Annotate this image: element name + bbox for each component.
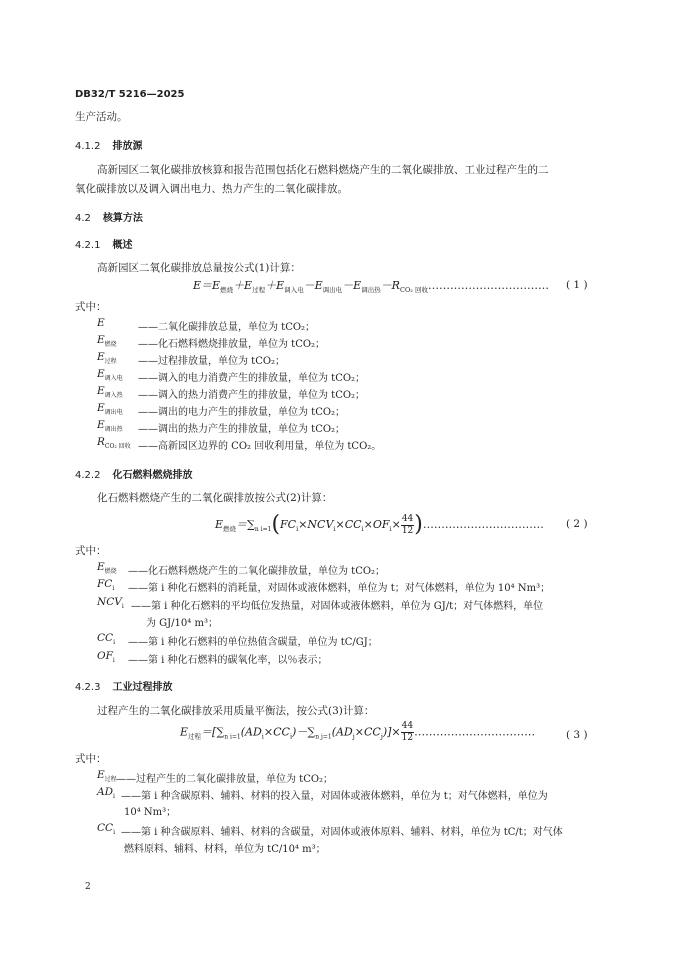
def1-symbol-6: $E_{调出热}$	[97, 419, 123, 434]
formula-3-lhs: E	[180, 725, 189, 739]
formula-3-term: (AD	[331, 725, 353, 739]
section-number: 4.2.2	[75, 470, 101, 481]
section-4-2-3-heading	[75, 678, 172, 693]
formula-2-fraction: $\frac{44}{12}$	[401, 513, 414, 536]
formula-1	[193, 277, 549, 294]
document-id: DB32/T 5216—2025	[75, 89, 185, 100]
def1-symbol-7: $R_{CO_2 回收}$	[97, 436, 131, 451]
paragraph-emission-sources-line1: 高新园区二氧化碳排放核算和报告范围包括化石燃料燃烧产生的二氧化碳排放、工业过程产生的二	[97, 164, 549, 176]
section-title: 核算方法	[102, 213, 143, 224]
formula-3-limits-b: n j=1	[315, 733, 332, 741]
def3-symbol-2: $CC_i$	[97, 822, 115, 837]
formula-1-term: －R	[380, 279, 400, 292]
formula-3-sum-a: ＝[∑	[201, 725, 225, 739]
section-title: 化石燃料燃烧排放	[112, 470, 193, 481]
formula-2-lhs-sub: 燃烧	[223, 525, 237, 534]
formula-2-term: ×OF	[363, 518, 390, 531]
section-title: 工业过程排放	[112, 682, 173, 693]
def3-text-1: ——第 i 种含碳原料、辅料、材料的投入量，对固体或液体燃料，单位为 t；对气体燃料，单位为	[121, 791, 548, 802]
formula-2-rparen: )	[414, 512, 423, 537]
formula-3-term: ×CC	[354, 725, 381, 739]
def1-symbol-0: E	[97, 317, 105, 329]
formula-1-term: －E	[342, 279, 362, 292]
formula2-intro: 化石燃料燃烧产生的二氧化碳排放按公式(2)计算：	[97, 492, 333, 504]
section-title: 概述	[112, 240, 133, 251]
formula-3-term: ×CC	[263, 725, 290, 739]
section-4-1-2-heading	[75, 137, 142, 152]
section-number: 4.2	[75, 213, 91, 224]
def2-symbol-0: $E_{燃烧}$	[97, 561, 117, 576]
formula-1-sub: 调出热	[361, 286, 381, 295]
formula-3-term: )]×	[382, 725, 401, 739]
def1-symbol-5: $E_{调出电}$	[97, 402, 123, 417]
formula-2-sum: ＝∑	[236, 518, 255, 531]
page-number: 2	[85, 882, 91, 892]
def1-text-7: ——高新园区边界的 CO₂ 回收利用量，单位为 tCO₂。	[138, 441, 382, 452]
def3-symbol-1: $AD_i$	[97, 786, 115, 801]
formula-1-sub: CO₂ 回收	[399, 286, 428, 295]
formula-3-lhs-sub: 过程	[188, 732, 202, 741]
formula-3-fraction: $\frac{44}{12}$	[401, 721, 414, 743]
def3-symbol-0: $E_{过程}$	[97, 769, 117, 784]
def1-text-4: ——调入的热力消费产生的排放量，单位为 tCO₂；	[138, 390, 366, 401]
section-4-2-1-heading	[75, 236, 132, 251]
formula-1-sub: 燃烧	[220, 286, 234, 295]
def2-text-4: ——第 i 种化石燃料的碳氧化率，以％表示；	[128, 655, 328, 666]
formula-2: $E_{燃烧}=\sum_{n i=1}(FC_i\times NCV_i\times CC_i\times OF_i\times$ $\frac{44}{12}$ )……………………………	[215, 512, 544, 537]
def3-text-0: ——过程产生的二氧化碳排放量，单位为 tCO₂；	[116, 774, 334, 785]
def2-text-0: ——化石燃料燃烧产生的二氧化碳排放量，单位为 tCO₂；	[128, 566, 386, 577]
def2-text-1: ——第 i 种化石燃料的消耗量，对固体或液体燃料，单位为 t；对气体燃料，单位为 10⁴ Nm³；	[128, 583, 551, 594]
continuation-text: 生产活动。	[75, 111, 128, 123]
def1-symbol-4: $E_{调入热}$	[97, 385, 123, 400]
formula-2-term: ×CC	[335, 518, 362, 531]
section-title: 排放源	[112, 141, 143, 152]
def1-text-0: ——二氧化碳排放总量，单位为 tCO₂；	[138, 322, 316, 333]
section-4-2-heading	[75, 209, 143, 224]
formula-2-number: ( 2 )	[566, 518, 588, 530]
def3-text-2: ——第 i 种含碳原料、辅料、材料的含碳量，对固体或液体原料、辅料、材料，单位为 tC/t；对气体	[121, 827, 563, 838]
formula-3-term: (AD	[240, 725, 262, 739]
where-label-1: 式中：	[75, 301, 107, 313]
formula-3: $E_{过程}=[\sum_{n i=1}(AD_i\times CC_i)-\sum_{n j=1}(AD_j\times CC_j)]\times$ $\frac{44}{12}$ ……………………………	[180, 721, 536, 743]
def1-text-6: ——调出的热力产生的排放量，单位为 tCO₂；	[138, 424, 346, 435]
section-number: 4.2.1	[75, 240, 101, 251]
formula-1-leader-dots: ……………………………	[427, 279, 549, 292]
def1-symbol-1: $E_{燃烧}$	[97, 334, 117, 349]
def2-symbol-4: $OF_i$	[97, 650, 115, 665]
formula-2-times: ×	[391, 518, 401, 531]
section-4-2-2-heading	[75, 466, 192, 481]
def1-text-1: ——化石燃料燃烧排放量，单位为 tCO₂；	[138, 339, 326, 350]
formula-3-sum-b: )－∑	[292, 725, 316, 739]
where-label-3: 式中：	[75, 753, 107, 765]
where-label-2: 式中：	[75, 545, 107, 557]
formula-1-term: －E	[303, 279, 323, 292]
def2-symbol-2: $NCV_i$	[97, 596, 124, 611]
def2-text-2: ——第 i 种化石燃料的平均低位发热量，对固体或液体燃料，单位为 GJ/t；对气体燃料，单位	[131, 601, 544, 612]
def1-text-3: ——调入的电力消费产生的排放量，单位为 tCO₂；	[138, 373, 366, 384]
def2-text-2-cont: 为 GJ/10⁴ m³；	[146, 618, 218, 629]
def1-symbol-2: $E_{过程}$	[97, 351, 117, 366]
formula-2-lparen: (	[271, 512, 281, 537]
section-number: 4.2.3	[75, 682, 101, 693]
formula-2-lhs: E	[215, 518, 224, 531]
def2-symbol-1: $FC_i$	[97, 578, 115, 593]
formula-2-leader-dots: ……………………………	[422, 518, 544, 531]
formula-2-limits: n i=1	[254, 526, 272, 534]
formula1-intro: 高新园区二氧化碳排放总量按公式(1)计算：	[97, 262, 301, 274]
formula3-intro: 过程产生的二氧化碳排放采用质量平衡法，按公式(3)计算：	[97, 705, 375, 717]
def2-symbol-3: $CC_i$	[97, 632, 115, 647]
formula-1-sub: 过程	[252, 286, 266, 295]
formula-3-limits-a: n i=1	[224, 733, 241, 741]
formula-3-number: ( 3 )	[566, 729, 588, 741]
paragraph-emission-sources-line2: 氧化碳排放以及调入调出电力、热力产生的二氧化碳排放。	[75, 183, 348, 195]
formula-1-sub: 调出电	[322, 286, 343, 295]
def3-text-1-cont: 10⁴ Nm³；	[124, 807, 177, 818]
section-number: 4.1.2	[75, 141, 101, 152]
def3-text-2-cont: 燃料原料、辅料、材料，单位为 tC/10⁴ m³；	[124, 844, 326, 855]
def1-text-5: ——调出的电力产生的排放量，单位为 tCO₂；	[138, 407, 346, 418]
formula-2-term: ×NCV	[298, 518, 334, 531]
formula-1-term: ＋E	[265, 279, 285, 292]
def1-text-2: ——过程排放量，单位为 tCO₂；	[138, 356, 286, 367]
formula-2-term: FC	[280, 518, 297, 531]
def2-text-3: ——第 i 种化石燃料的单位热值含碳量，单位为 tC/GJ；	[128, 637, 378, 648]
formula-3-leader-dots: ……………………………	[414, 725, 536, 739]
formula-1-term: E＝E	[193, 279, 221, 292]
def1-symbol-3: $E_{调入电}$	[97, 368, 123, 383]
formula-1-term: ＋E	[233, 279, 253, 292]
formula-1-number: ( 1 )	[566, 279, 588, 291]
formula-1-sub: 调入电	[284, 286, 304, 295]
